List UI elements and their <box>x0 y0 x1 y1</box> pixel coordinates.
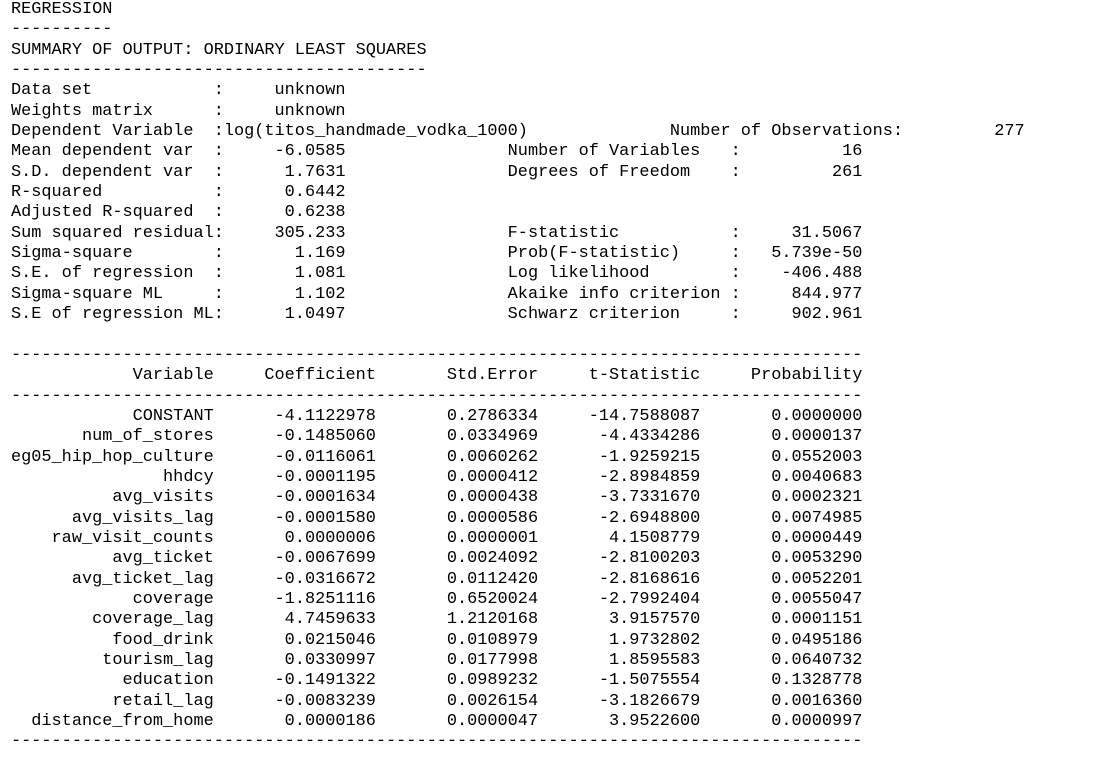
stat-weights-matrix: Weights matrix : unknown <box>11 101 346 121</box>
stat-sum-squared-residual: Sum squared residual: 305.233 F-statistic : 31.5067 <box>11 223 863 243</box>
table-row: coverage -1.8251116 0.6520024 -2.7992404 0.0055047 <box>11 589 863 609</box>
report-title: REGRESSION <box>11 0 113 19</box>
table-row: avg_visits -0.0001634 0.0000438 -3.7331670 0.0002321 <box>11 488 863 508</box>
table-row: education -0.1491322 0.0989232 -1.5075554 0.1328778 <box>11 671 863 691</box>
table-header-rule: ------------------------------------------------------------------------------------ <box>11 386 863 406</box>
blank-line <box>11 326 1025 346</box>
stat-adjusted-r-squared: Adjusted R-squared : 0.6238 <box>11 203 346 223</box>
table-row: distance_from_home 0.0000186 0.0000047 3.9522600 0.0000997 <box>11 712 863 732</box>
stat-sigma-square: Sigma-square : 1.169 Prob(F-statistic) : 5.739e-50 <box>11 244 863 264</box>
stat-sd-dependent-var: S.D. dependent var : 1.7631 Degrees of Freedom : 261 <box>11 162 863 182</box>
stat-data-set: Data set : unknown <box>11 81 346 101</box>
table-row: eg05_hip_hop_culture -0.0116061 0.0060262 -1.9259215 0.0552003 <box>11 447 863 467</box>
stat-se-of-regression: S.E. of regression : 1.081 Log likelihood : -406.488 <box>11 264 863 284</box>
stat-se-of-regression-ml: S.E of regression ML: 1.0497 Schwarz criterion : 902.961 <box>11 305 863 325</box>
table-row: food_drink 0.0215046 0.0108979 1.9732802 0.0495186 <box>11 630 863 650</box>
stat-dependent-variable: Dependent Variable :log(titos_handmade_vodka_1000) Number of Observations: 277 <box>11 122 1025 142</box>
table-row: avg_ticket_lag -0.0316672 0.0112420 -2.8168616 0.0052201 <box>11 569 863 589</box>
regression-output <box>11 0 1025 753</box>
summary-rule: ----------------------------------------- <box>11 61 427 81</box>
stat-r-squared: R-squared : 0.6442 <box>11 183 346 203</box>
table-row: CONSTANT -4.1122978 0.2786334 -14.7588087 0.0000000 <box>11 406 863 426</box>
table-row: hhdcy -0.0001195 0.0000412 -2.8984859 0.0040683 <box>11 467 863 487</box>
title-rule: ---------- <box>11 20 113 40</box>
summary-title: SUMMARY OF OUTPUT: ORDINARY LEAST SQUARES <box>11 40 427 60</box>
table-header: Variable Coefficient Std.Error t-Statistic Probability <box>11 366 863 386</box>
table-row: num_of_stores -0.1485060 0.0334969 -4.4334286 0.0000137 <box>11 427 863 447</box>
table-row: coverage_lag 4.7459633 1.2120168 3.9157570 0.0001151 <box>11 610 863 630</box>
table-row: retail_lag -0.0083239 0.0026154 -3.1826679 0.0016360 <box>11 691 863 711</box>
stat-mean-dependent-var: Mean dependent var : -6.0585 Number of Variables : 16 <box>11 142 863 162</box>
table-row: avg_visits_lag -0.0001580 0.0000586 -2.6948800 0.0074985 <box>11 508 863 528</box>
table-row: tourism_lag 0.0330997 0.0177998 1.8595583 0.0640732 <box>11 651 863 670</box>
stat-sigma-square-ml: Sigma-square ML : 1.102 Akaike info criterion : 844.977 <box>11 284 863 304</box>
table-row: avg_ticket -0.0067699 0.0024092 -2.8100203 0.0053290 <box>11 549 863 569</box>
table-bottom-rule: ------------------------------------------------------------------------------------ <box>11 732 863 752</box>
table-top-rule: ------------------------------------------------------------------------------------ <box>11 345 863 365</box>
table-row: raw_visit_counts 0.0000006 0.0000001 4.1508779 0.0000449 <box>11 528 863 548</box>
